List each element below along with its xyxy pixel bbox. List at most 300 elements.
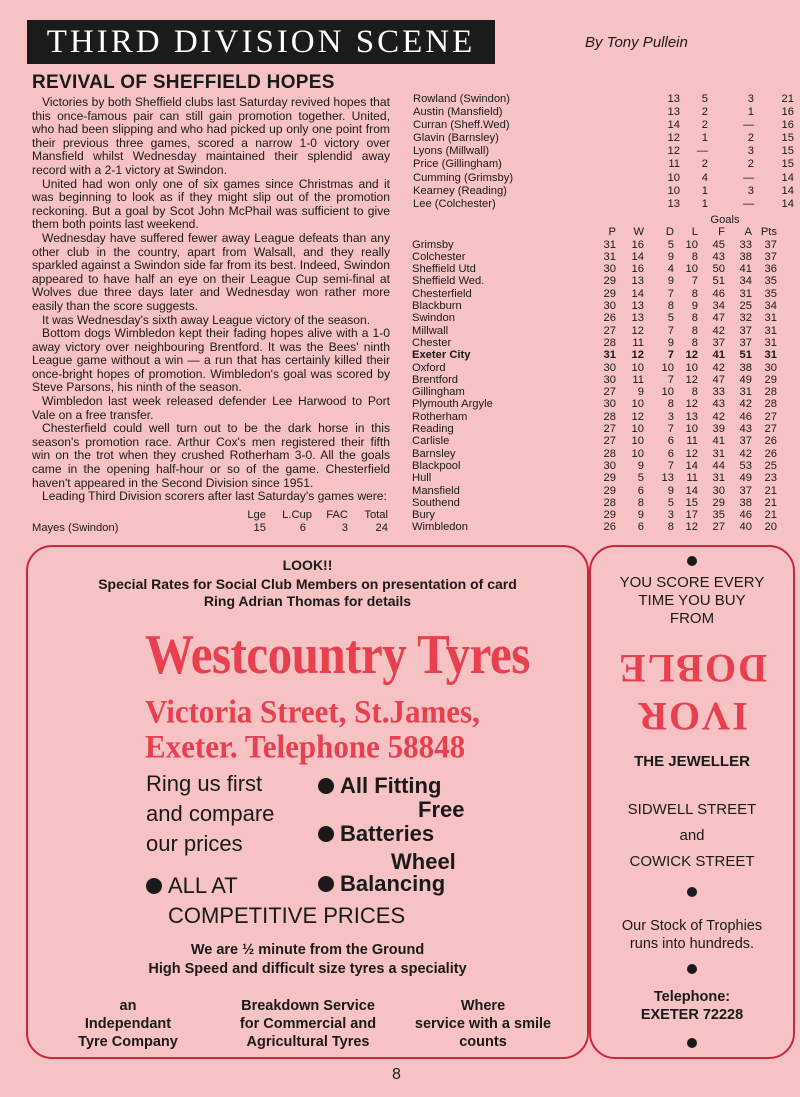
table-cell: 42	[712, 361, 725, 374]
table-cell: 21	[764, 509, 777, 522]
table-row	[412, 423, 777, 435]
bullet-icon	[146, 878, 162, 894]
table-cell: 5	[667, 496, 674, 509]
table-cell: 42	[739, 447, 752, 460]
table-row	[412, 263, 777, 275]
scorer-value: —	[696, 145, 708, 158]
tyres-phone: Exeter. Telephone 58848	[145, 728, 466, 765]
table-cell: 13	[685, 410, 698, 423]
table-cell: 8	[637, 496, 644, 509]
team-name: Hull	[412, 472, 432, 485]
table-row	[412, 374, 777, 386]
table-cell: 35	[764, 287, 777, 300]
ring-first: Ring us first	[146, 771, 263, 796]
table-cell: 47	[712, 373, 725, 386]
team-name: Chesterfield	[412, 287, 472, 300]
scorer-row	[413, 198, 794, 211]
table-cell: 6	[637, 484, 644, 497]
table-cell: 8	[691, 324, 698, 337]
table-cell: 36	[764, 263, 777, 276]
and-text: and	[679, 827, 705, 844]
team-name: Carlisle	[412, 435, 450, 448]
table-cell: 26	[764, 435, 777, 448]
bullet-icon	[687, 1038, 697, 1048]
column-header: L	[691, 226, 698, 239]
scorers-table	[413, 93, 794, 211]
scorer-value: 1	[747, 106, 754, 119]
table-cell: 29	[603, 484, 616, 497]
scorer-name: Rowland (Swindon)	[413, 93, 511, 105]
scorer-value: 2	[747, 158, 754, 171]
team-name: Southend	[412, 496, 460, 509]
scorers-header-row: Lge L.Cup FAC Total	[247, 509, 388, 521]
table-cell: 30	[712, 484, 725, 497]
bullet-icon	[318, 876, 334, 892]
table-cell: 11	[632, 373, 644, 386]
table-cell: 31	[739, 386, 752, 399]
scorer-row	[413, 172, 794, 185]
bullet-icon	[318, 826, 334, 842]
table-cell: 46	[739, 410, 752, 423]
special-rates: Special Rates for Social Club Members on presentation of card	[98, 576, 517, 592]
table-cell: 5	[637, 472, 644, 485]
table-cell: 5	[667, 238, 674, 251]
table-cell: 34	[712, 300, 725, 313]
scorer-name: Price (Gillingham)	[413, 158, 502, 171]
free: Free	[418, 797, 465, 822]
table-row	[412, 472, 777, 484]
scorer-value: 2	[747, 132, 754, 145]
table-row	[412, 435, 777, 447]
team-name: Barnsley	[412, 447, 456, 460]
smile-column: Where service with a smile counts	[414, 998, 552, 1050]
table-cell: 29	[712, 496, 725, 509]
table-cell: 27	[712, 521, 725, 534]
breakdown-column: Breakdown Service for Commercial and Agricultural Tyres	[239, 998, 377, 1050]
scorer-row	[413, 132, 794, 145]
table-cell: 21	[764, 496, 777, 509]
table-cell: 31	[712, 447, 725, 460]
table-cell: 16	[631, 238, 644, 251]
scorer-value: 13	[667, 93, 680, 105]
table-cell: 9	[637, 509, 644, 522]
table-cell: 12	[685, 349, 698, 362]
table-cell: 49	[739, 373, 752, 386]
scorer-name: Lyons (Millwall)	[413, 145, 490, 158]
table-cell: 31	[764, 349, 777, 362]
table-cell: 9	[667, 275, 674, 288]
table-cell: 13	[661, 472, 674, 485]
scorer-value: 15	[781, 132, 794, 145]
table-cell: 47	[712, 312, 725, 325]
scorer-row	[413, 185, 794, 198]
scorer-value: 1	[701, 197, 708, 210]
scorer-value: 3	[747, 184, 754, 197]
table-cell: 7	[667, 287, 674, 300]
table-cell: 28	[603, 447, 616, 460]
goals-header-row	[412, 214, 777, 226]
sidwell-street: SIDWELL STREET	[627, 801, 757, 818]
table-cell: 10	[631, 423, 644, 436]
table-cell: 26	[603, 521, 616, 534]
table-cell: 39	[712, 423, 725, 436]
team-name: Blackpool	[412, 459, 461, 472]
table-cell: 11	[632, 336, 644, 349]
table-cell: 8	[691, 287, 698, 300]
table-cell: 28	[603, 410, 616, 423]
table-cell: 6	[667, 435, 674, 448]
table-cell: 40	[739, 521, 752, 534]
table-cell: 6	[667, 447, 674, 460]
table-cell: 10	[685, 238, 698, 251]
high-speed: High Speed and difficult size tyres a speciality	[148, 961, 467, 977]
column-header: A	[744, 226, 752, 239]
table-row	[412, 362, 777, 374]
table-cell: 3	[667, 410, 674, 423]
table-cell: 6	[637, 521, 644, 534]
scorer-name: Austin (Mansfield)	[413, 106, 503, 119]
league-table	[412, 214, 777, 534]
half-minute: We are ½ minute from the Ground	[190, 942, 425, 958]
table-cell: 34	[739, 275, 752, 288]
table-cell: 12	[631, 349, 644, 362]
scorer-value: 15	[781, 158, 794, 171]
table-cell: 15	[685, 496, 698, 509]
table-cell: 31	[764, 324, 777, 337]
scorer-value: 12	[667, 145, 680, 158]
table-cell: 25	[764, 459, 777, 472]
scorer-value: 3	[747, 145, 754, 158]
table-cell: 10	[631, 447, 644, 460]
scorer-value: —	[742, 171, 754, 184]
table-cell: 37	[739, 336, 752, 349]
column-header: Pts	[760, 226, 777, 239]
table-cell: 35	[712, 509, 725, 522]
scorers-header-table	[32, 509, 388, 535]
our-prices: our prices	[146, 831, 243, 856]
scorer-value: 2	[701, 119, 708, 132]
scorer-row	[413, 93, 794, 106]
team-name: Mansfield	[412, 484, 460, 497]
table-cell: 34	[764, 300, 777, 313]
scorer-value: 4	[701, 171, 708, 184]
scorer-value: 3	[747, 93, 754, 105]
table-cell: 43	[712, 250, 725, 263]
cowick-street: COWICK STREET	[629, 853, 755, 870]
scorer-value: 14	[781, 171, 794, 184]
table-cell: 5	[667, 312, 674, 325]
trophies-text: Our Stock of Trophies runs into hundreds.	[621, 918, 763, 952]
table-cell: 12	[631, 324, 644, 337]
table-cell: 9	[667, 336, 674, 349]
table-cell: 27	[603, 324, 616, 337]
table-cell: 29	[603, 472, 616, 485]
scorer-value: 16	[781, 106, 794, 119]
table-cell: 7	[667, 423, 674, 436]
team-name: Exeter City	[412, 349, 471, 362]
table-cell: 14	[685, 484, 698, 497]
tyres-logo-title: Westcountry Tyres	[145, 622, 530, 686]
table-cell: 45	[712, 238, 725, 251]
table-cell: 43	[739, 423, 752, 436]
table-cell: 12	[685, 373, 698, 386]
scorer-value: 14	[667, 119, 680, 132]
table-row	[412, 337, 777, 349]
table-row	[412, 521, 777, 533]
table-cell: 21	[764, 484, 777, 497]
table-cell: 23	[764, 472, 777, 485]
table-cell: 13	[631, 275, 644, 288]
table-cell: 10	[685, 263, 698, 276]
table-cell: 12	[685, 398, 698, 411]
table-cell: 28	[764, 398, 777, 411]
table-cell: 17	[685, 509, 698, 522]
advert-ivor-doble	[589, 545, 795, 1059]
table-row	[412, 312, 777, 324]
wheel: Wheel	[391, 849, 456, 874]
table-cell: 10	[661, 386, 674, 399]
paragraph: United had won only one of six games since Christmas and it was beginning to look as if they might slip out of the promotion reckoning. But a goal by Scot John McPhail was sufficient to give them both points last weekend.	[32, 176, 390, 232]
table-cell: 51	[739, 349, 752, 362]
table-cell: 25	[739, 300, 752, 313]
table-cell: 8	[691, 336, 698, 349]
score-text: YOU SCORE EVERY TIME YOU BUY FROM	[619, 574, 765, 627]
table-cell: 14	[685, 459, 698, 472]
table-cell: 37	[712, 336, 725, 349]
scorer-value: 2	[701, 106, 708, 119]
table-cell: 53	[739, 459, 752, 472]
table-cell: 9	[637, 386, 644, 399]
table-cell: 12	[631, 410, 644, 423]
page-number: 8	[392, 1066, 401, 1083]
column-header: D	[665, 226, 674, 239]
table-row	[412, 460, 777, 472]
table-cell: 13	[631, 300, 644, 313]
table-cell: 28	[603, 336, 616, 349]
table-cell: 46	[712, 287, 725, 300]
table-cell: 46	[739, 509, 752, 522]
scorer-row	[413, 158, 794, 171]
article-headline: REVIVAL OF SHEFFIELD HOPES	[32, 72, 335, 93]
table-cell: 10	[631, 361, 644, 374]
table-cell: 30	[603, 300, 616, 313]
table-cell: 33	[739, 238, 752, 251]
table-row	[412, 448, 777, 460]
scorer-value: 10	[667, 171, 680, 184]
table-cell: 38	[739, 361, 752, 374]
team-header	[412, 226, 594, 238]
table-row	[412, 275, 777, 287]
tyres-address: Victoria Street, St.James,	[145, 693, 480, 730]
scorer-value: 13	[667, 197, 680, 210]
scorer-value: 21	[781, 93, 794, 105]
look-text: LOOK!!	[282, 557, 333, 573]
table-cell: 37	[739, 435, 752, 448]
table-cell: 9	[691, 300, 698, 313]
the-jeweller: THE JEWELLER	[634, 753, 750, 770]
table-cell: 7	[691, 275, 698, 288]
table-cell: 31	[764, 336, 777, 349]
table-row	[412, 325, 777, 337]
table-cell: 26	[764, 447, 777, 460]
scorer-value: 15	[781, 145, 794, 158]
table-cell: 30	[603, 459, 616, 472]
scorer-row: Mayes (Swindon) 15 6 3 24	[32, 522, 388, 534]
table-cell: 44	[712, 459, 725, 472]
table-cell: 43	[712, 398, 725, 411]
table-cell: 35	[764, 275, 777, 288]
independant-column: an Independant Tyre Company	[78, 998, 178, 1050]
team-name: Blackburn	[412, 300, 462, 313]
scorer-value: —	[742, 119, 754, 132]
article-body	[32, 96, 390, 504]
team-name: Rotherham	[412, 410, 468, 423]
table-cell: 33	[712, 386, 725, 399]
team-name: Sheffield Utd	[412, 263, 476, 276]
spacer	[412, 214, 698, 226]
table-cell: 29	[603, 509, 616, 522]
table-cell: 27	[603, 423, 616, 436]
paragraph: Wednesday have suffered fewer away League defeats than any other club in the country, apart from Walsall, and they really sparkled against a Swindon side far from its best. Indeed, Swindon appeared to have half an eye on their League Cup semi-final at Wolves due three days later and Wednesday won rather more easily than the score suggests.	[32, 230, 390, 313]
scorer-value: 11	[668, 158, 680, 171]
byline: By Tony Pullein	[585, 34, 688, 51]
team-name: Oxford	[412, 361, 446, 374]
table-row	[412, 251, 777, 263]
paragraph: Wimbledon last week released defender Lee Harwood to Port Vale on a free transfer.	[32, 394, 390, 422]
table-row	[412, 386, 777, 398]
table-cell: 42	[712, 324, 725, 337]
scorer-value: 12	[667, 132, 680, 145]
table-row	[412, 300, 777, 312]
table-cell: 7	[667, 373, 674, 386]
scorer-row	[413, 119, 794, 132]
table-cell: 38	[739, 250, 752, 263]
team-name: Colchester	[412, 250, 466, 263]
team-name: Swindon	[412, 312, 455, 325]
scorer-value: 14	[781, 184, 794, 197]
scorer-value: 14	[781, 197, 794, 210]
telephone: Telephone: EXETER 72228	[640, 989, 744, 1023]
table-cell: 42	[739, 398, 752, 411]
scorer-value: 1	[701, 184, 708, 197]
table-cell: 37	[739, 484, 752, 497]
table-cell: 27	[764, 410, 777, 423]
table-row	[412, 509, 777, 521]
table-cell: 9	[637, 459, 644, 472]
table-cell: 8	[667, 300, 674, 313]
table-cell: 9	[667, 484, 674, 497]
table-row	[412, 398, 777, 410]
table-cell: 12	[685, 521, 698, 534]
table-row	[412, 485, 777, 497]
table-cell: 8	[691, 386, 698, 399]
goals-label: Goals	[710, 214, 740, 226]
table-cell: 10	[685, 361, 698, 374]
table-cell: 38	[739, 496, 752, 509]
table-cell: 20	[764, 521, 777, 534]
table-cell: 8	[691, 250, 698, 263]
batteries: Batteries	[340, 821, 435, 846]
table-cell: 37	[764, 250, 777, 263]
table-cell: 31	[712, 472, 725, 485]
ring-adrian: Ring Adrian Thomas for details	[203, 593, 412, 609]
paragraph: Victories by both Sheffield clubs last Saturday revived hopes that this once-famous pair can still gain promotion together. United, who had been slipping and who had picked up only one point from their previous three games, scored a narrow 1-0 victory over Mansfield whilst Wednesday maintained their splendid away record with a 2-1 victory at Swindon.	[32, 95, 390, 177]
balancing: Balancing	[340, 871, 446, 896]
table-cell: 41	[712, 349, 725, 362]
bullet-icon	[687, 964, 697, 974]
table-cell: 31	[764, 312, 777, 325]
all-fitting: All Fitting	[340, 773, 442, 798]
team-name: Brentford	[412, 373, 459, 386]
paragraph: Chesterfield could well turn out to be the dark horse in this season's promotion race. Arthur Cox's men registered their fifth win on the trot when they crushed Rotherham 3-0. All the goals came in the opening half-hour or so of the game. Chesterfield haven't appeared in the Second Division since 1951.	[32, 421, 390, 490]
ivor-mirrored: IVOR	[636, 694, 748, 739]
table-cell: 10	[631, 435, 644, 448]
advert-westcountry-tyres	[26, 545, 589, 1059]
bullet-icon	[318, 778, 334, 794]
scorer-name: Lee (Colchester)	[413, 197, 496, 210]
table-cell: 29	[764, 373, 777, 386]
table-cell: 37	[764, 238, 777, 251]
table-cell: 10	[631, 398, 644, 411]
table-cell: 28	[764, 386, 777, 399]
team-name: Millwall	[412, 324, 449, 337]
team-name: Gillingham	[412, 386, 465, 399]
table-cell: 31	[603, 349, 616, 362]
table-cell: 29	[603, 287, 616, 300]
table-cell: 10	[661, 361, 674, 374]
scorer-value: 13	[667, 106, 680, 119]
table-row	[412, 411, 777, 423]
table-cell: 8	[691, 312, 698, 325]
scorer-row	[413, 106, 794, 119]
scorer-name: Cumming (Grimsby)	[413, 171, 514, 184]
scorer-name: Glavin (Barnsley)	[413, 132, 499, 145]
table-header-row	[412, 226, 777, 238]
column-header: W	[633, 226, 644, 239]
team-name: Bury	[412, 509, 436, 522]
table-cell: 37	[739, 324, 752, 337]
scorer-value: 2	[701, 158, 708, 171]
scorer-value: 5	[701, 93, 708, 105]
column-header: F	[718, 226, 725, 239]
table-row	[412, 349, 777, 361]
table-cell: 30	[603, 361, 616, 374]
table-cell: 41	[739, 263, 752, 276]
table-cell: 31	[603, 238, 616, 251]
table-cell: 41	[712, 435, 725, 448]
competitive-prices: COMPETITIVE PRICES	[168, 903, 406, 928]
all-at: ALL AT	[168, 873, 238, 898]
table-cell: 4	[667, 263, 674, 276]
table-cell: 16	[631, 263, 644, 276]
table-cell: 28	[603, 496, 616, 509]
team-name: Wimbledon	[412, 521, 468, 534]
table-cell: 26	[603, 312, 616, 325]
table-cell: 10	[685, 423, 698, 436]
team-name: Grimsby	[412, 238, 454, 251]
table-cell: 30	[603, 373, 616, 386]
table-cell: 51	[712, 275, 725, 288]
table-cell: 32	[739, 312, 752, 325]
table-cell: 27	[603, 435, 616, 448]
table-cell: 7	[667, 349, 674, 362]
table-cell: 3	[667, 509, 674, 522]
table-cell: 50	[712, 263, 725, 276]
table-cell: 29	[603, 275, 616, 288]
table-cell: 11	[686, 472, 698, 485]
paragraph: Bottom dogs Wimbledon kept their fading hopes alive with a 1-0 away victory over neighbouring Brentford. It was the Bees' ninth League game without a win — a run that has certainly killed their once-bright hopes of promotion. Wimbledon's goal was scored by Steve Parsons, his ninth of the season.	[32, 326, 390, 395]
section-banner: THIRD DIVISION SCENE	[27, 20, 495, 64]
